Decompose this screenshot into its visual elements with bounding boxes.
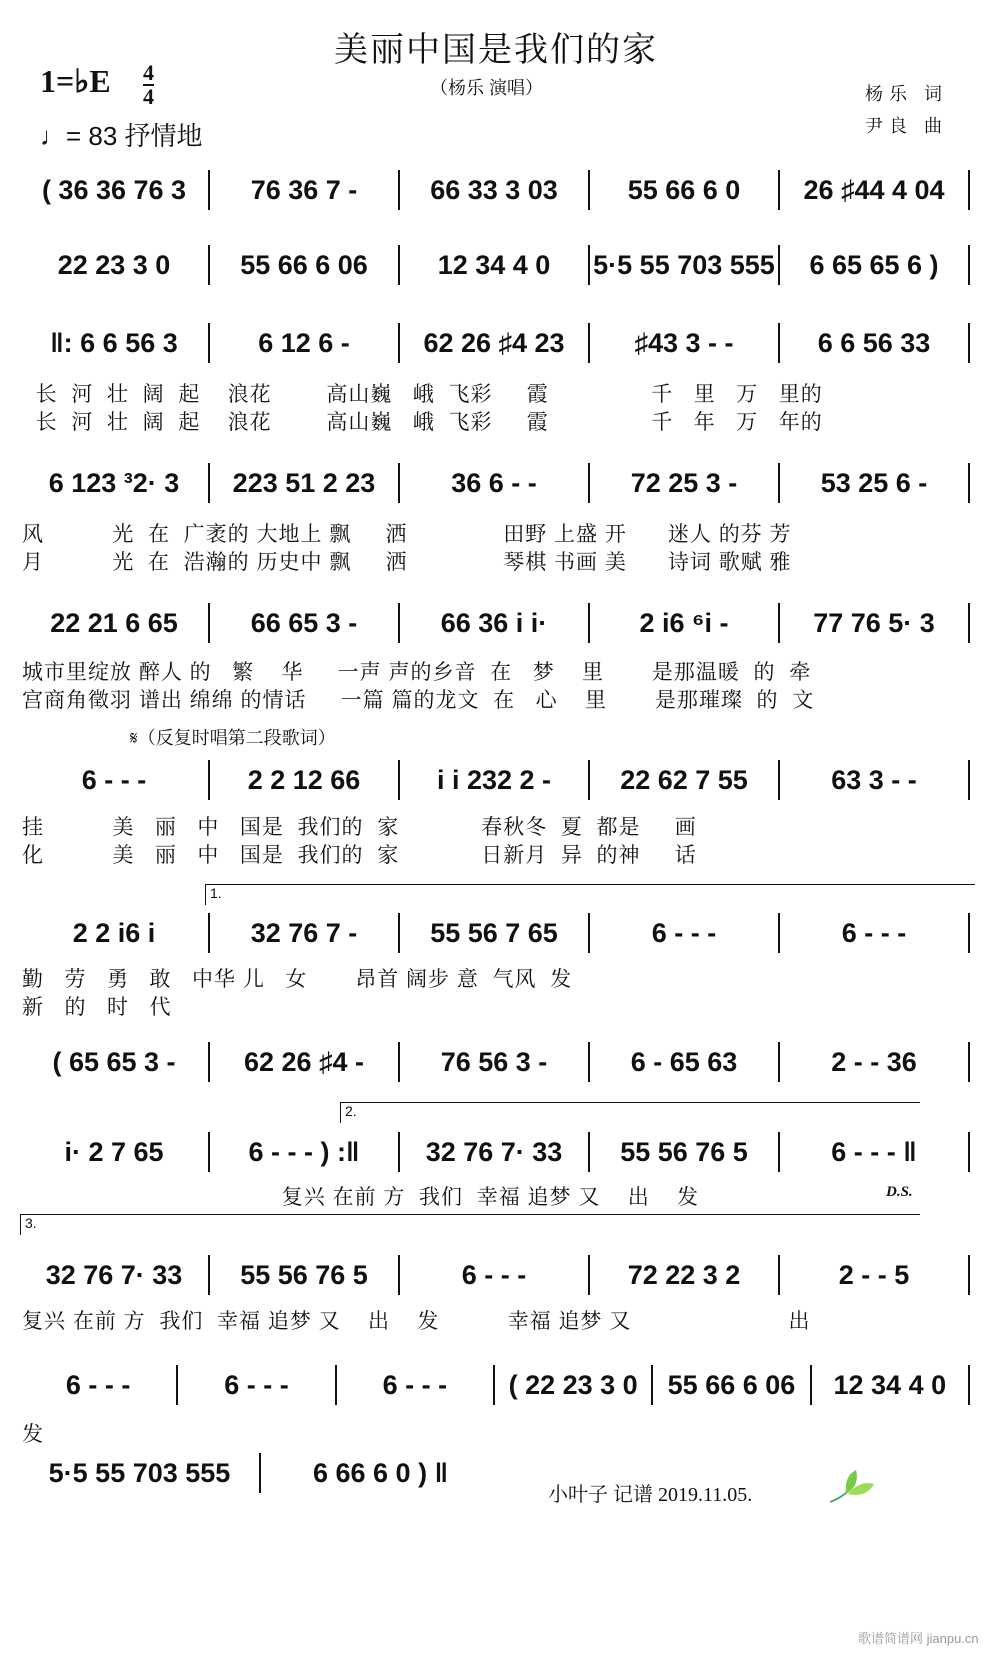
measure: ( 22 23 3 0 — [495, 1365, 653, 1405]
lyrics-line: 勤 劳 勇 敢 中华 儿 女 昂首 阔步 意 气风 发 — [22, 968, 573, 991]
watermark: 歌谱简谱网 jianpu.cn — [858, 1631, 979, 1646]
measure: 53 25 6 - — [780, 463, 970, 503]
notation-row — [20, 603, 970, 643]
measure: 55 56 76 5 — [590, 1132, 780, 1172]
measure: i· 2 7 65 — [20, 1132, 210, 1172]
lyrics-line: 新 的 时 代 — [22, 996, 172, 1019]
measure: 2 - - 5 — [780, 1255, 970, 1295]
measure: ( 65 65 3 - — [20, 1042, 210, 1082]
measure: 12 34 4 0 — [400, 245, 590, 285]
notation-row — [20, 323, 970, 363]
measure: 55 56 76 5 — [210, 1255, 400, 1295]
lyrics-line: 风 光 在 广袤的 大地上 飘 洒 田野 上盛 开 迷人 的芬 芳 — [22, 523, 792, 546]
measure: 76 36 7 - — [210, 170, 400, 210]
measure: 22 23 3 0 — [20, 245, 210, 285]
measure: 76 56 3 - — [400, 1042, 590, 1082]
ds-marking: D.S. — [886, 1184, 913, 1200]
measure: 32 76 7· 33 — [400, 1132, 590, 1172]
measure: 6 12 6 - — [210, 323, 400, 363]
measure: 5·5 55 703 555 — [590, 245, 780, 285]
measure: 12 34 4 0 — [812, 1365, 970, 1405]
measure: 6 - - - — [20, 1365, 178, 1405]
measure: 72 22 3 2 — [590, 1255, 780, 1295]
time-signature — [143, 62, 154, 108]
measure: 6 - - - ) :‖ — [210, 1132, 400, 1172]
notation-row — [20, 170, 970, 210]
measure: 2 - - 36 — [780, 1042, 970, 1082]
measure: 72 25 3 - — [590, 463, 780, 503]
measure: 66 65 3 - — [210, 603, 400, 643]
singer: （杨乐 演唱） — [430, 78, 544, 98]
measure: 6 - - - — [178, 1365, 336, 1405]
lyrics-line: 化 美 丽 中 国是 我们的 家 日新月 异 的神 话 — [22, 844, 697, 867]
measure: 55 56 7 65 — [400, 913, 590, 953]
notation-row — [20, 1132, 970, 1172]
measure: 2 i6 ⁶i - — [590, 603, 780, 643]
lyrics-line: 发 — [22, 1423, 44, 1446]
notation-row — [20, 245, 970, 285]
measure: 66 33 3 03 — [400, 170, 590, 210]
measure: 6 - - - ‖ — [780, 1132, 970, 1172]
measure: 22 62 7 55 — [590, 760, 780, 800]
volta-2: 2. — [340, 1102, 920, 1123]
measure: 6 - - - — [400, 1255, 590, 1295]
measure: 6 - - - — [337, 1365, 495, 1405]
lyrics-line: 复兴 在前 方 我们 幸福 追梦 又 出 发 幸福 追梦 又 出 — [22, 1310, 811, 1333]
measure: 36 6 - - — [400, 463, 590, 503]
measure: 6 - - - — [20, 760, 210, 800]
time-top: 4 — [143, 60, 154, 85]
lyrics-line: 长 河 壮 阔 起 浪花 高山巍 峨 飞彩 霞 千 里 万 里的 — [22, 383, 823, 406]
measure: 63 3 - - — [780, 760, 970, 800]
transcriber-credit: 小叶子 记谱 2019.11.05. — [548, 1484, 753, 1506]
volta-1: 1. — [205, 884, 975, 905]
measure: 6 6 56 33 — [780, 323, 970, 363]
measure: 6 - - - — [590, 913, 780, 953]
notation-row — [20, 760, 970, 800]
lyrics-line: 城市里绽放 醉人 的 繁 华 一声 声的乡音 在 梦 里 是那温暖 的 牵 — [22, 661, 812, 684]
measure: 32 76 7 - — [210, 913, 400, 953]
measure: 77 76 5· 3 — [780, 603, 970, 643]
notation-row — [20, 1042, 970, 1082]
measure: ♯43 3 - - — [590, 323, 780, 363]
measure: 2 2 12 66 — [210, 760, 400, 800]
measure: 6 65 65 6 ) — [780, 245, 970, 285]
lyrics-line: 宫商角徵羽 谱出 绵绵 的情话 一篇 篇的龙文 在 心 里 是那璀璨 的 文 — [22, 689, 815, 712]
measure: 62 26 ♯4 - — [210, 1042, 400, 1082]
lyrics-line: 长 河 壮 阔 起 浪花 高山巍 峨 飞彩 霞 千 年 万 年的 — [22, 411, 823, 434]
measure: 26 ♯44 4 04 — [780, 170, 970, 210]
notation-row — [20, 1365, 970, 1405]
measure: 22 21 6 65 — [20, 603, 210, 643]
notation-row — [20, 463, 970, 503]
measure: 5·5 55 703 555 — [20, 1453, 261, 1493]
lyrics-line: 挂 美 丽 中 国是 我们的 家 春秋冬 夏 都是 画 — [22, 816, 697, 839]
measure: 223 51 2 23 — [210, 463, 400, 503]
composer: 尹良 曲 — [865, 116, 949, 136]
measure: 6 - 65 63 — [590, 1042, 780, 1082]
measure: 32 76 7· 33 — [20, 1255, 210, 1295]
time-bottom: 4 — [143, 84, 154, 109]
tempo-marking: ♩= 83 抒情地 — [40, 121, 203, 151]
measure: 6 - - - — [780, 913, 970, 953]
notation-row — [20, 913, 970, 953]
measure: 62 26 ♯4 23 — [400, 323, 590, 363]
lyrics-line: 月 光 在 浩瀚的 历史中 飘 洒 琴棋 书画 美 诗词 歌赋 雅 — [22, 551, 792, 574]
lyricist: 杨乐 词 — [865, 84, 949, 104]
song-title: 美丽中国是我们的家 — [334, 31, 658, 69]
volta-3: 3. — [20, 1214, 920, 1235]
measure: i i 232 2 - — [400, 760, 590, 800]
measure: 2 2 i6 i — [20, 913, 210, 953]
segno-note: 𝄋（反复时唱第二段歌词） — [130, 728, 336, 748]
lyrics-line: 复兴 在前 方 我们 幸福 追梦 又 出 发 — [22, 1186, 700, 1209]
measure: 66 36 i i· — [400, 603, 590, 643]
notation-row — [20, 1453, 500, 1493]
measure: 55 66 6 06 — [653, 1365, 811, 1405]
notation-row — [20, 1255, 970, 1295]
measure: ‖: 6 6 56 3 — [20, 323, 210, 363]
leaf-icon — [826, 1468, 876, 1508]
measure: ( 36 36 76 3 — [20, 170, 210, 210]
key-signature: 1=♭E — [40, 63, 111, 99]
measure: 55 66 6 0 — [590, 170, 780, 210]
measure: 6 123 ³2· 3 — [20, 463, 210, 503]
measure: 6 66 6 0 ) ‖ — [312, 1458, 448, 1488]
measure: 55 66 6 06 — [210, 245, 400, 285]
